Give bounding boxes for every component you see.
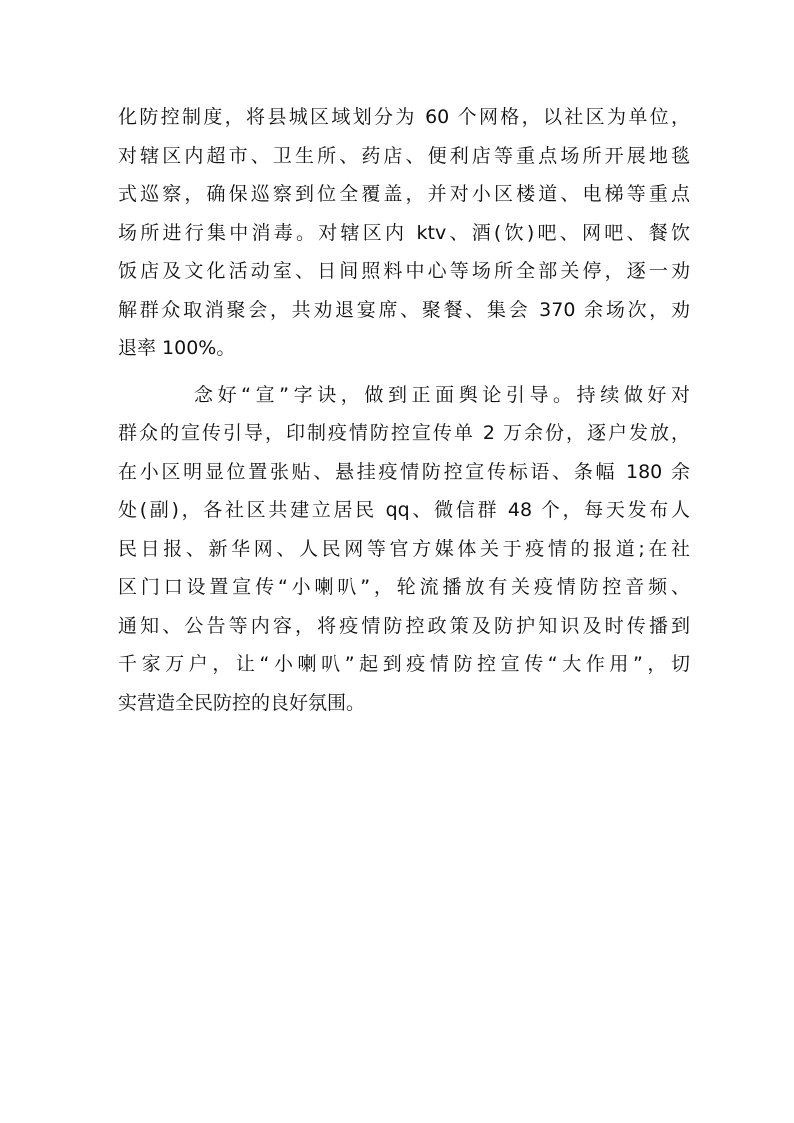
text-line: 式巡察，确保巡察到位全覆盖，并对小区楼道、电梯等重点 bbox=[118, 183, 690, 205]
text-line: 区门口设置宣传“小喇叭”，轮流播放有关疫情防控音频、 bbox=[118, 576, 690, 598]
document-body bbox=[118, 98, 690, 722]
paragraph-1 bbox=[118, 98, 690, 368]
text-line: 群众的宣传引导，印制疫情防控宣传单 2 万余份，逐户发放， bbox=[118, 422, 690, 444]
text-line: 民日报、新华网、人民网等官方媒体关于疫情的报道;在社 bbox=[118, 537, 690, 560]
text-line: 通知、公告等内容，将疫情防控政策及防护知识及时传播到 bbox=[118, 614, 690, 637]
text-line: 退率 100%。 bbox=[118, 337, 236, 359]
text-line: 对辖区内超市、卫生所、药店、便利店等重点场所开展地毯 bbox=[118, 144, 690, 167]
text-line-indented: 念好“宣”字诀，做到正面舆论引导。持续做好对 bbox=[194, 383, 690, 406]
text-line: 处(副)，各社区共建立居民 qq、微信群 48 个，每天发布人 bbox=[118, 499, 690, 521]
text-line: 在小区明显位置张贴、悬挂疫情防控宣传标语、条幅 180 余 bbox=[118, 460, 690, 483]
text-line: 千家万户，让“小喇叭”起到疫情防控宣传“大作用”，切 bbox=[118, 653, 690, 675]
text-line: 场所进行集中消毒。对辖区内 ktv、酒(饮)吧、网吧、餐饮 bbox=[118, 221, 690, 244]
paragraph-spacer bbox=[118, 368, 690, 376]
paragraph-2 bbox=[118, 376, 690, 723]
text-line: 饭店及文化活动室、日间照料中心等场所全部关停，逐一劝 bbox=[118, 260, 690, 282]
text-line: 实营造全民防控的良好氛围。 bbox=[118, 691, 366, 714]
text-line: 解群众取消聚会，共劝退宴席、聚餐、集会 370 余场次，劝 bbox=[118, 298, 690, 321]
text-line: 化防控制度，将县城区域划分为 60 个网格，以社区为单位， bbox=[118, 106, 690, 128]
